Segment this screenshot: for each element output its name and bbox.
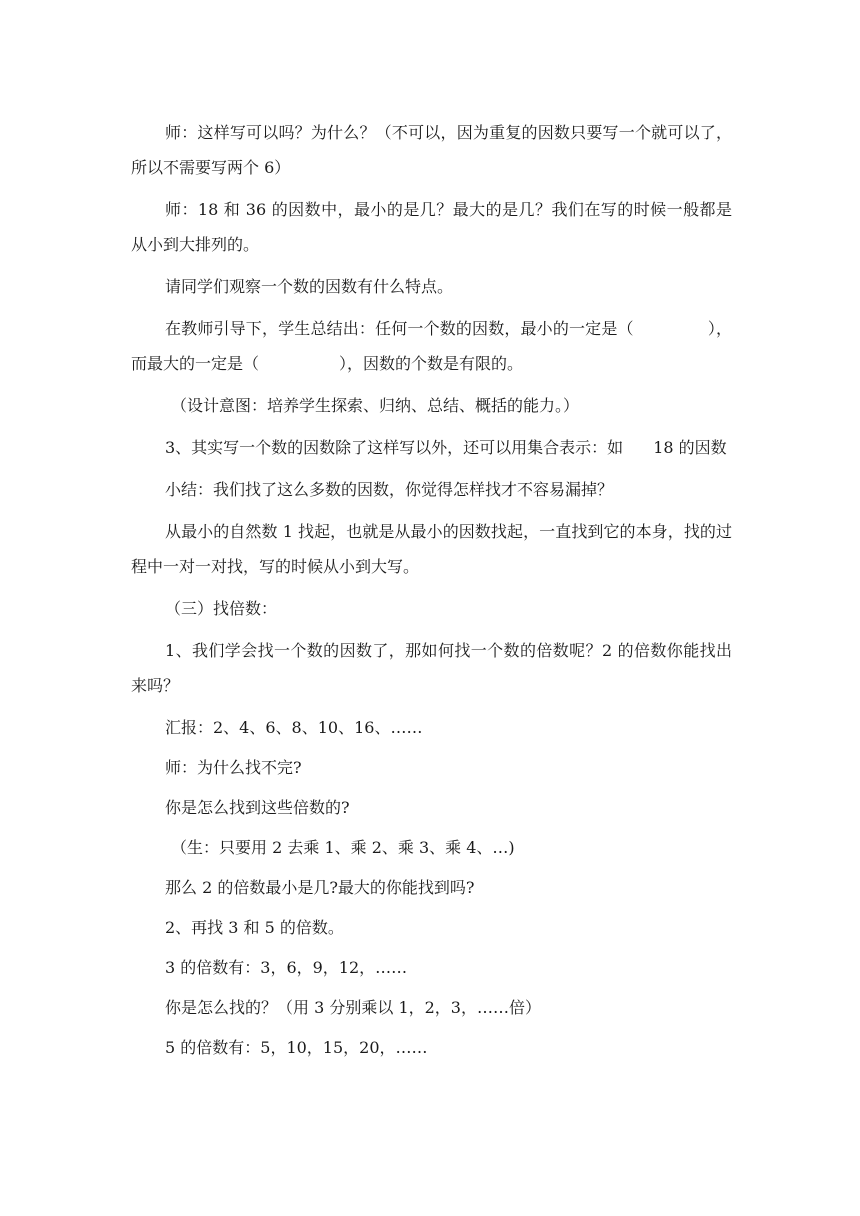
paragraph-why-endless: 师：为什么找不完? <box>165 758 302 777</box>
set-notation-part2: 18 的因数 <box>653 438 727 457</box>
paragraph-find-three-five: 2、再找 3 和 5 的倍数。 <box>165 918 344 937</box>
summary-text-part1: 在教师引导下，学生总结出：任何一个数的因数，最小的一定是（ <box>165 319 634 338</box>
summary-text-part3: ），因数的个数是有限的。 <box>339 354 524 373</box>
paragraph-student-answer: （生：只要用 2 去乘 1、乘 2、乘 3、乘 4、…) <box>171 838 515 857</box>
paragraph-set-notation <box>131 430 732 465</box>
paragraph-smallest-largest-factor: 师：18 和 36 的因数中，最小的是几？最大的是几？我们在写的时候一般都是从小到大排列的。 <box>131 200 732 254</box>
paragraph-multiples-of-two-question: 1、我们学会找一个数的因数了，那如何找一个数的倍数呢？2 的倍数你能找出来吗？ <box>131 641 732 695</box>
section-heading-find-multiples: （三）找倍数： <box>165 599 278 618</box>
paragraph-smallest-multiple: 那么 2 的倍数最小是几?最大的你能找到吗? <box>165 878 475 897</box>
summary-text-part2: ），而最大的一定是（ <box>131 319 732 373</box>
paragraph-mini-summary: 小结：我们找了这么多数的因数，你觉得怎样找才不容易漏掉？ <box>165 480 614 499</box>
paragraph-how-found: 你是怎么找到这些倍数的? <box>165 798 350 817</box>
paragraph-design-intent: （设计意图：培养学生探索、归纳、总结、概括的能力。） <box>171 396 580 415</box>
paragraph-multiples-of-five: 5 的倍数有：5，10，15，20，…… <box>165 1038 428 1057</box>
paragraph-teacher-question-duplicate: 师：这样写可以吗？为什么？（不可以，因为重复的因数只要写一个就可以了，所以不需要写两个 6） <box>131 123 732 177</box>
paragraph-how-three: 你是怎么找的？（用 3 分别乘以 1，2，3，……倍） <box>165 998 541 1017</box>
paragraph-observe-factors: 请同学们观察一个数的因数有什么特点。 <box>165 277 454 296</box>
paragraph-multiples-of-three: 3 的倍数有：3，6，9，12，…… <box>165 958 408 977</box>
paragraph-report: 汇报：2、4、6、8、10、16、…… <box>165 718 423 737</box>
set-notation-part1: 3、其实写一个数的因数除了这样写以外，还可以用集合表示：如 <box>165 438 624 457</box>
paragraph-summary-fill-blanks <box>131 311 732 381</box>
paragraph-start-from-one: 从最小的自然数 1 找起，也就是从最小的因数找起，一直找到它的本身，找的过程中一对一对找，写的时候从小到大写。 <box>131 522 732 576</box>
